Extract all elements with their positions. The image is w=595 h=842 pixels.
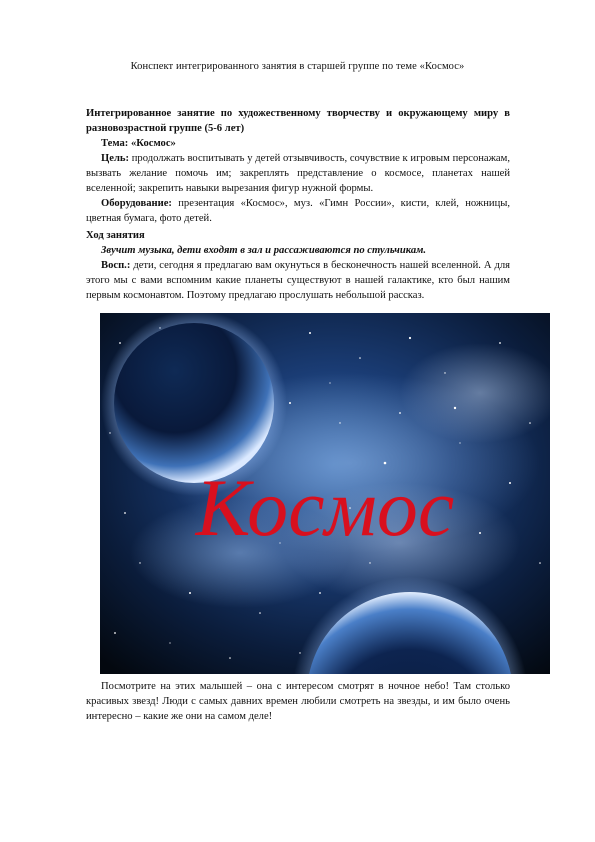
goal-text: продолжать воспитывать у детей отзывчивость, сочувствие к игровым персонажам, вызвать желание помочь им; закреплять представление о космосе, планетах нашей вселенной; закрепить навыки вырезания фигур нужной формы. — [86, 153, 510, 194]
equipment-label: Оборудование: — [101, 198, 172, 209]
equipment-text: презентация «Космос», муз. «Гимн России», кисти, клей, ножницы, цветная бумага, фото детей. — [86, 198, 511, 224]
planet-upper-left — [114, 323, 274, 483]
teacher-label: Восп.: — [101, 260, 131, 271]
space-illustration-svg — [100, 313, 550, 674]
caption-title: Космос — [195, 462, 455, 553]
document-body — [86, 106, 510, 303]
closing-paragraph: Посмотрите на этих малышей – она с интересом смотрят в ночное небо! Там столько красивых звезд! Люди с самых давних времен любили смотреть на звезды, и им было очень интересно – какие же они на самом деле! — [86, 681, 510, 722]
lesson-title: Интегрированное занятие по художественному творчеству и окружающему миру в разновозрастной группе (5-6 лет) — [86, 108, 510, 134]
topic-label: Тема: — [101, 138, 129, 149]
goal-label: Цель: — [101, 153, 130, 164]
topic-value: «Космос» — [131, 138, 176, 149]
topic-line — [86, 136, 510, 151]
goal-paragraph — [86, 151, 510, 196]
stage-direction: Звучит музыка, дети входят в зал и рассаживаются по стульчикам. — [101, 245, 427, 256]
lesson-heading: Ход занятия — [86, 230, 145, 241]
equipment-paragraph — [86, 196, 510, 226]
closing-section — [86, 679, 510, 724]
teacher-paragraph — [86, 258, 510, 303]
page-header: Конспект интегрированного занятия в старшей группе по теме «Космос» — [130, 61, 465, 72]
teacher-text: дети, сегодня я предлагаю вам окунуться в бесконечность нашей вселенной. А для этого мы с вами вспомним какие планеты существуют в нашей галактике, кто был нашим первым космонавтом. Поэтому предлагаю прослушать небольшой рассказ. — [86, 260, 511, 301]
space-illustration — [100, 313, 550, 674]
